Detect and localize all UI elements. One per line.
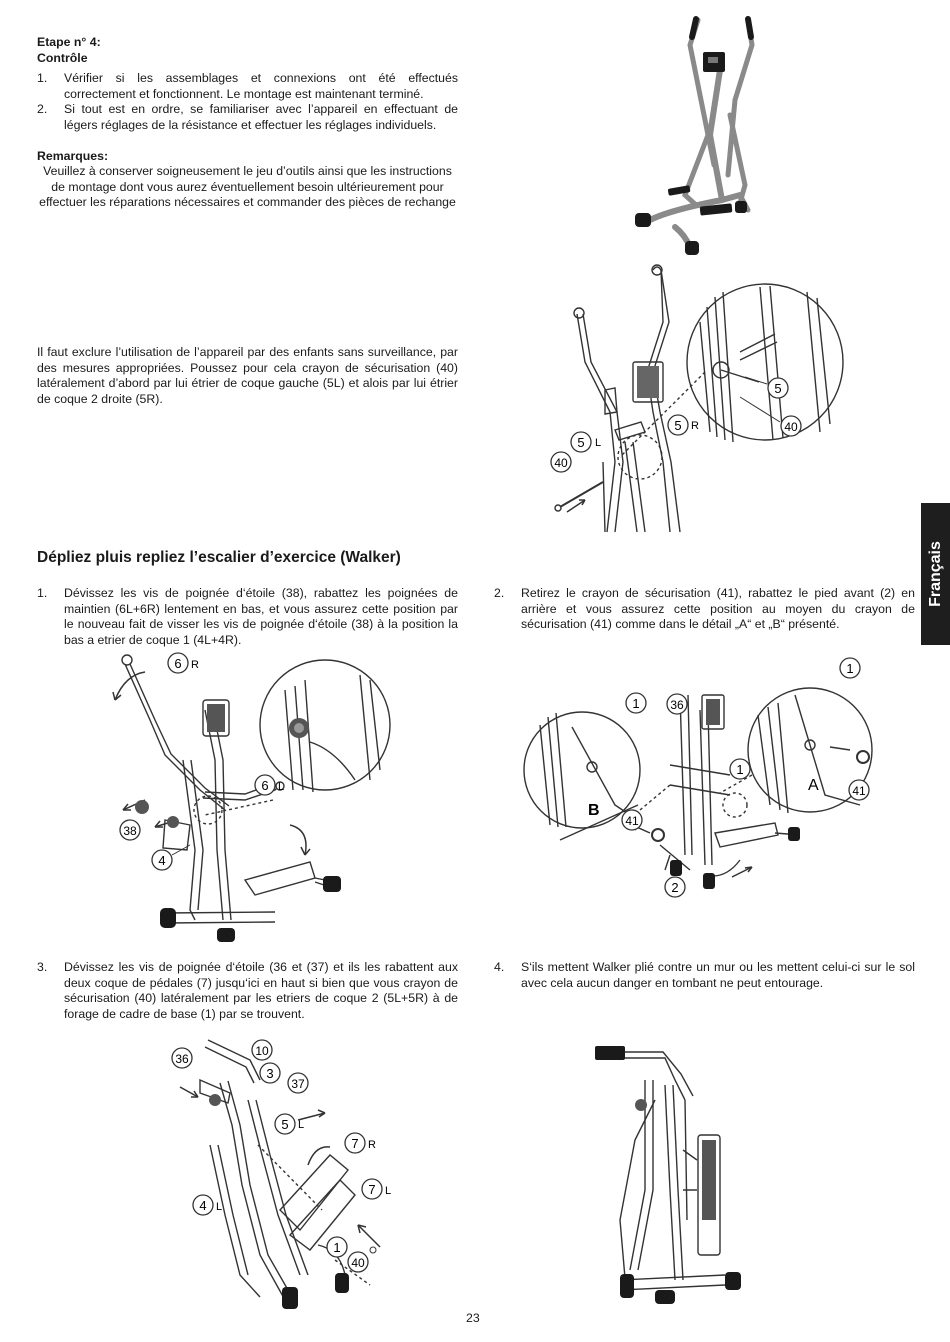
callout-7r bbox=[345, 1133, 376, 1153]
step4-item-2 bbox=[37, 102, 458, 134]
svg-text:7: 7 bbox=[368, 1182, 376, 1197]
svg-text:1: 1 bbox=[846, 661, 854, 676]
child-warning-text: Il faut exclure l’utilisation de l’appareil par des enfants sans surveillance, par des mesures appropriées. Poussez pour cela crayon de sécurisation (40) latéralement d’abord par lui étrier de coque gauche (5L) et alois par lui étrier de coque 2 droite (5R). bbox=[37, 345, 458, 406]
svg-text:4: 4 bbox=[199, 1198, 207, 1213]
fold-step-3 bbox=[37, 960, 458, 1024]
fold-step-number: 4. bbox=[494, 960, 505, 974]
svg-text:5: 5 bbox=[774, 381, 782, 396]
fold-step3-diagram bbox=[170, 1035, 405, 1315]
svg-text:L: L bbox=[216, 1201, 223, 1213]
fold-step-text: S‘ils mettent Walker plié contre un mur ou les mettent celui-ci sur le sol avec cela aucun danger en tombant ne peut entourage. bbox=[521, 960, 915, 990]
fold-step-number: 3. bbox=[37, 960, 48, 974]
callout-40 bbox=[348, 1252, 368, 1272]
svg-text:40: 40 bbox=[784, 420, 798, 434]
step4-item-text: Si tout est en ordre, se familiariser avec l’appareil en effectuant de légers réglages de la résistance et effectuer les réglages individuels. bbox=[64, 102, 458, 132]
svg-text:R: R bbox=[191, 659, 199, 671]
svg-text:40: 40 bbox=[554, 456, 568, 470]
callout-41-a bbox=[849, 780, 869, 800]
svg-text:37: 37 bbox=[291, 1077, 305, 1091]
callout-1-b bbox=[626, 693, 646, 713]
svg-text:5: 5 bbox=[577, 435, 585, 450]
fold-step-text: Dévissez les vis de poignée d‘étoile (36 et (37) et ils les rabattent aux deux coque de pédales (7) jusqu‘ici en haut si bien que vous crayon de sécurisation (40) latéralement par les etriers de coque 2 (5L+5R) à de forage de cadre de base (1) par se trouvent. bbox=[64, 960, 458, 1021]
svg-text:1: 1 bbox=[632, 696, 640, 711]
callout-41-b bbox=[622, 810, 642, 830]
svg-text:L: L bbox=[595, 437, 602, 449]
fold-step1-diagram bbox=[105, 650, 395, 945]
callout-1-a bbox=[840, 658, 860, 678]
svg-text:5: 5 bbox=[674, 418, 682, 433]
fold-step-2 bbox=[494, 586, 915, 634]
svg-text:L: L bbox=[298, 1119, 305, 1131]
callout-40-pin bbox=[551, 452, 571, 472]
svg-text:40: 40 bbox=[351, 1256, 365, 1270]
svg-text:7: 7 bbox=[351, 1136, 359, 1151]
svg-text:10: 10 bbox=[255, 1044, 269, 1058]
svg-text:R: R bbox=[368, 1139, 376, 1151]
fold-step-text: Retirez le crayon de sécurisation (41), rabattez le pied avant (2) en arrière et vous assurez cette position au moyen du crayon de sécurisation (41) comme dans le détail „A“ et „B“ présenté. bbox=[521, 586, 915, 632]
step4-item-1 bbox=[37, 71, 458, 103]
svg-text:38: 38 bbox=[123, 824, 137, 838]
page-number: 23 bbox=[466, 1311, 480, 1325]
step4-item-text: Vérifier si les assemblages et connexions ont été effectués correctement et fonctionnent. Le montage est maintenant terminé. bbox=[64, 71, 458, 101]
fold-step-number: 1. bbox=[37, 586, 48, 600]
fold-step-1 bbox=[37, 586, 458, 650]
callout-38 bbox=[120, 820, 140, 840]
locking-pin-diagram bbox=[545, 262, 870, 537]
svg-text:L: L bbox=[278, 781, 285, 793]
svg-text:1: 1 bbox=[333, 1240, 341, 1255]
fold-step4-diagram bbox=[575, 1040, 765, 1308]
detail-label-a: A bbox=[808, 777, 819, 794]
svg-text:6: 6 bbox=[174, 656, 182, 671]
svg-text:3: 3 bbox=[266, 1066, 274, 1081]
detail-label-b: B bbox=[588, 802, 600, 819]
fold-step-text: Dévissez les vis de poignée d‘étoile (38), rabattez les poignées de maintien (6L+6R) lentement en bas, et vous assurez cette position par le nouveau fait de visser les vis de poignée d‘étoile (38) à la position la bas a etrier de coque 1 (4L+4R). bbox=[64, 586, 458, 647]
language-tab-label: Français bbox=[926, 541, 944, 607]
fold-step-number: 2. bbox=[494, 586, 505, 600]
svg-text:1: 1 bbox=[736, 762, 744, 777]
svg-text:2: 2 bbox=[671, 880, 679, 895]
callout-5l bbox=[571, 432, 601, 452]
callout-7l bbox=[362, 1179, 391, 1199]
step4-item-number: 1. bbox=[37, 71, 48, 85]
fold-step-4 bbox=[494, 960, 915, 992]
svg-text:36: 36 bbox=[670, 698, 684, 712]
svg-text:4: 4 bbox=[158, 853, 166, 868]
svg-text:R: R bbox=[691, 420, 699, 432]
svg-text:5: 5 bbox=[281, 1117, 289, 1132]
remarks-title: Remarques: bbox=[37, 149, 109, 163]
callout-10 bbox=[252, 1040, 272, 1060]
step4-item-number: 2. bbox=[37, 102, 48, 116]
section-title: Dépliez pluis repliez l’escalier d’exercice (Walker) bbox=[37, 549, 401, 566]
callout-5r bbox=[668, 415, 699, 435]
callout-4l bbox=[193, 1195, 222, 1215]
step4-title: Etape n° 4: bbox=[37, 35, 101, 49]
callout-6r bbox=[168, 653, 199, 673]
callout-1-mid bbox=[730, 759, 750, 779]
callout-36 bbox=[667, 694, 687, 714]
step4-subtitle: Contrôle bbox=[37, 51, 88, 65]
svg-text:6: 6 bbox=[261, 778, 269, 793]
walker-assembled-illustration bbox=[630, 15, 770, 260]
callout-37 bbox=[288, 1073, 308, 1093]
callout-36 bbox=[172, 1048, 192, 1068]
svg-text:L: L bbox=[385, 1185, 392, 1197]
callout-1 bbox=[327, 1237, 347, 1257]
fold-step2-diagram bbox=[520, 655, 875, 900]
callout-2 bbox=[665, 877, 685, 897]
svg-text:41: 41 bbox=[852, 784, 866, 798]
callout-5l bbox=[275, 1114, 304, 1134]
callout-3 bbox=[260, 1063, 280, 1083]
svg-text:41: 41 bbox=[625, 814, 639, 828]
callout-6l bbox=[255, 775, 284, 795]
svg-text:36: 36 bbox=[175, 1052, 189, 1066]
remarks-text: Veuillez à conserver soigneusement le jeu d’outils ainsi que les instructions de montage dont vous aurez éventuellement besoin ultérieurement pour effectuer les réparations nécessaires et commander des pièces de rechange bbox=[39, 164, 456, 210]
language-tab bbox=[921, 503, 950, 645]
